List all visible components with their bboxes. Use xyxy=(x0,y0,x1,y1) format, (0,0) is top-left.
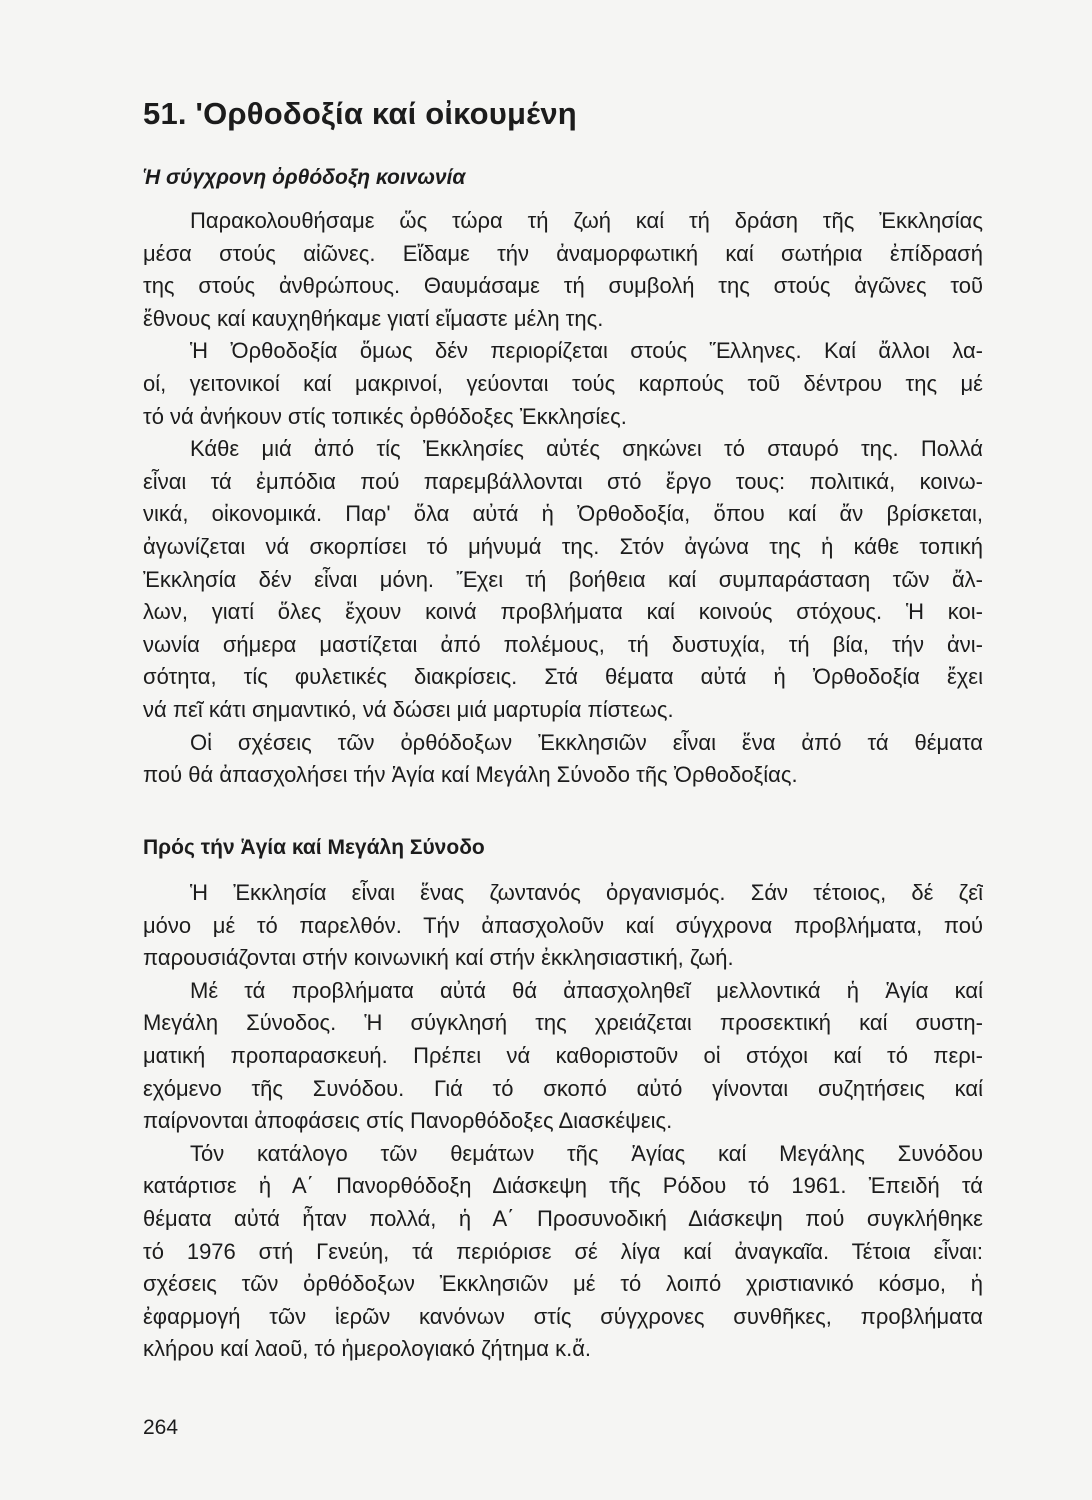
text-line: νωνία σήμερα μαστίζεται ἀπό πολέμους, τή δυστυχία, τή βία, τήν ἀνι- xyxy=(143,631,983,657)
text-line: κλήρου καί λαοῦ, τό ἡμερολογιακό ζήτημα κ.ἄ. xyxy=(143,1336,592,1362)
text-line: Μεγάλη Σύνοδος. Ἡ σύγκλησή της χρειάζεται προσεκτική καί συστη- xyxy=(143,1010,983,1036)
text-line: νικά, οἰκονομικά. Παρ' ὅλα αὐτά ἡ Ὀρθοδοξία, ὅπου καί ἄν βρίσκεται, xyxy=(143,501,983,527)
text-line: παρουσιάζονται στήν κοινωνική καί στήν ἐκκλησιαστική, ζωή. xyxy=(143,945,734,971)
text-line: σότητα, τίς φυλετικές διακρίσεις. Στά θέματα αὐτά ἡ Ὀρθοδοξία ἔχει xyxy=(143,664,983,690)
text-line: ματική προπαρασκευή. Πρέπει νά καθοριστοῦν οἱ στόχοι καί τό περι- xyxy=(143,1042,983,1068)
section-title-modern-orthodox-society: Ἡ σύγχρονη ὀρθόδοξη κοινωνία xyxy=(143,166,466,189)
text-line: Μέ τά προβλήματα αὐτά θά ἀπασχοληθεῖ μελλοντικά ἡ Ἁγία καί xyxy=(190,977,983,1003)
text-line: Τόν κατάλογο τῶν θεμάτων τῆς Ἁγίας καί Μεγάλης Συνόδου xyxy=(190,1140,983,1166)
text-line: λων, γιατί ὅλες ἔχουν κοινά προβλήματα καί κοινούς στόχους. Ἡ κοι- xyxy=(143,599,983,625)
text-line: εἶναι τά ἐμπόδια πού παρεμβάλλονται στό ἔργο τους: πολιτικά, κοινω- xyxy=(143,468,983,494)
text-line: Ἡ Ἐκκλησία εἶναι ἕνας ζωντανός ὀργανισμός. Σάν τέτοιος, δέ ζεῖ xyxy=(190,880,983,905)
text-line: πού θά ἀπασχολήσει τήν Ἁγία καί Μεγάλη Σύνοδο τῆς Ὀρθοδοξίας. xyxy=(143,762,798,788)
page-number: 264 xyxy=(143,1416,179,1439)
text-line: ἔθνους καί καυχηθήκαμε γιατί εἴμαστε μέλη της. xyxy=(143,305,604,331)
section-body-holy-great-synod xyxy=(143,877,983,1366)
text-line: τό νά ἀνήκουν στίς τοπικές ὀρθόδοξες Ἐκκλησίες. xyxy=(143,403,627,429)
section-body-modern-orthodox-society xyxy=(143,205,983,792)
text-line: της στούς ἀνθρώπους. Θαυμάσαμε τή συμβολή της στούς ἀγῶνες τοῦ xyxy=(143,273,983,299)
text-line: οί, γειτονικοί καί μακρινοί, γεύονται τούς καρπούς τοῦ δέντρου της μέ xyxy=(143,370,983,396)
text-line: μόνο μέ τό παρελθόν. Τήν ἀπασχολοῦν καί σύγχρονα προβλήματα, πού xyxy=(143,912,983,938)
text-line: σχέσεις τῶν ὀρθόδοξων Ἐκκλησιῶν μέ τό λοιπό χριστιανικό κόσμο, ἡ xyxy=(143,1271,983,1297)
text-line: εχόμενο τῆς Συνόδου. Γιά τό σκοπό αὐτό γίνονται συζητήσεις καί xyxy=(143,1075,983,1101)
text-line: Παρακολουθήσαμε ὥς τώρα τή ζωή καί τή δράση τῆς Ἐκκλησίας xyxy=(190,208,983,233)
text-line: Κάθε μιά ἀπό τίς Ἐκκλησίες αὐτές σηκώνει τό σταυρό της. Πολλά xyxy=(190,436,983,462)
text-line: ἐφαρμογή τῶν ἱερῶν κανόνων στίς σύγχρονες συνθῆκες, προβλήματα xyxy=(143,1303,983,1329)
text-line: μέσα στούς αἰῶνες. Εἴδαμε τήν ἀναμορφωτική καί σωτήρια ἐπίδρασή xyxy=(143,240,983,266)
section-title-holy-great-synod: Πρός τήν Ἁγία καί Μεγάλη Σύνοδο xyxy=(143,836,485,859)
text-line: Οἱ σχέσεις τῶν ὀρθόδοξων Ἐκκλησιῶν εἶναι ἕνα ἀπό τά θέματα xyxy=(190,729,983,755)
text-line: ἀγωνίζεται νά σκορπίσει τό μήνυμά της. Στόν ἀγώνα της ἡ κάθε τοπική xyxy=(143,533,983,559)
text-line: κατάρτισε ἡ Α΄ Πανορθόδοξη Διάσκεψη τῆς Ρόδου τό 1961. Ἐπειδή τά xyxy=(143,1173,983,1199)
text-line: Ἡ Ὀρθοδοξία ὅμως δέν περιορίζεται στούς Ἕλληνες. Καί ἄλλοι λα- xyxy=(190,338,983,364)
text-line: νά πεῖ κάτι σημαντικό, νά δώσει μιά μαρτυρία πίστεως. xyxy=(143,696,674,722)
text-line: Ἐκκλησία δέν εἶναι μόνη. Ἔχει τή βοήθεια καί συμπαράσταση τῶν ἄλ- xyxy=(143,566,983,592)
text-line: θέματα αὐτά ἦταν πολλά, ἡ Α΄ Προσυνοδική Διάσκεψη πού συγκλήθηκε xyxy=(143,1205,983,1231)
text-line: παίρνονται ἀποφάσεις στίς Πανορθόδοξες Διασκέψεις. xyxy=(143,1108,673,1134)
text-line: τό 1976 στή Γενεύη, τά περιόρισε σέ λίγα καί ἀναγκαῖα. Τέτοια εἶναι: xyxy=(143,1238,983,1264)
chapter-title: 51. 'Ορθοδοξία καί οἰκουμένη xyxy=(143,96,577,131)
